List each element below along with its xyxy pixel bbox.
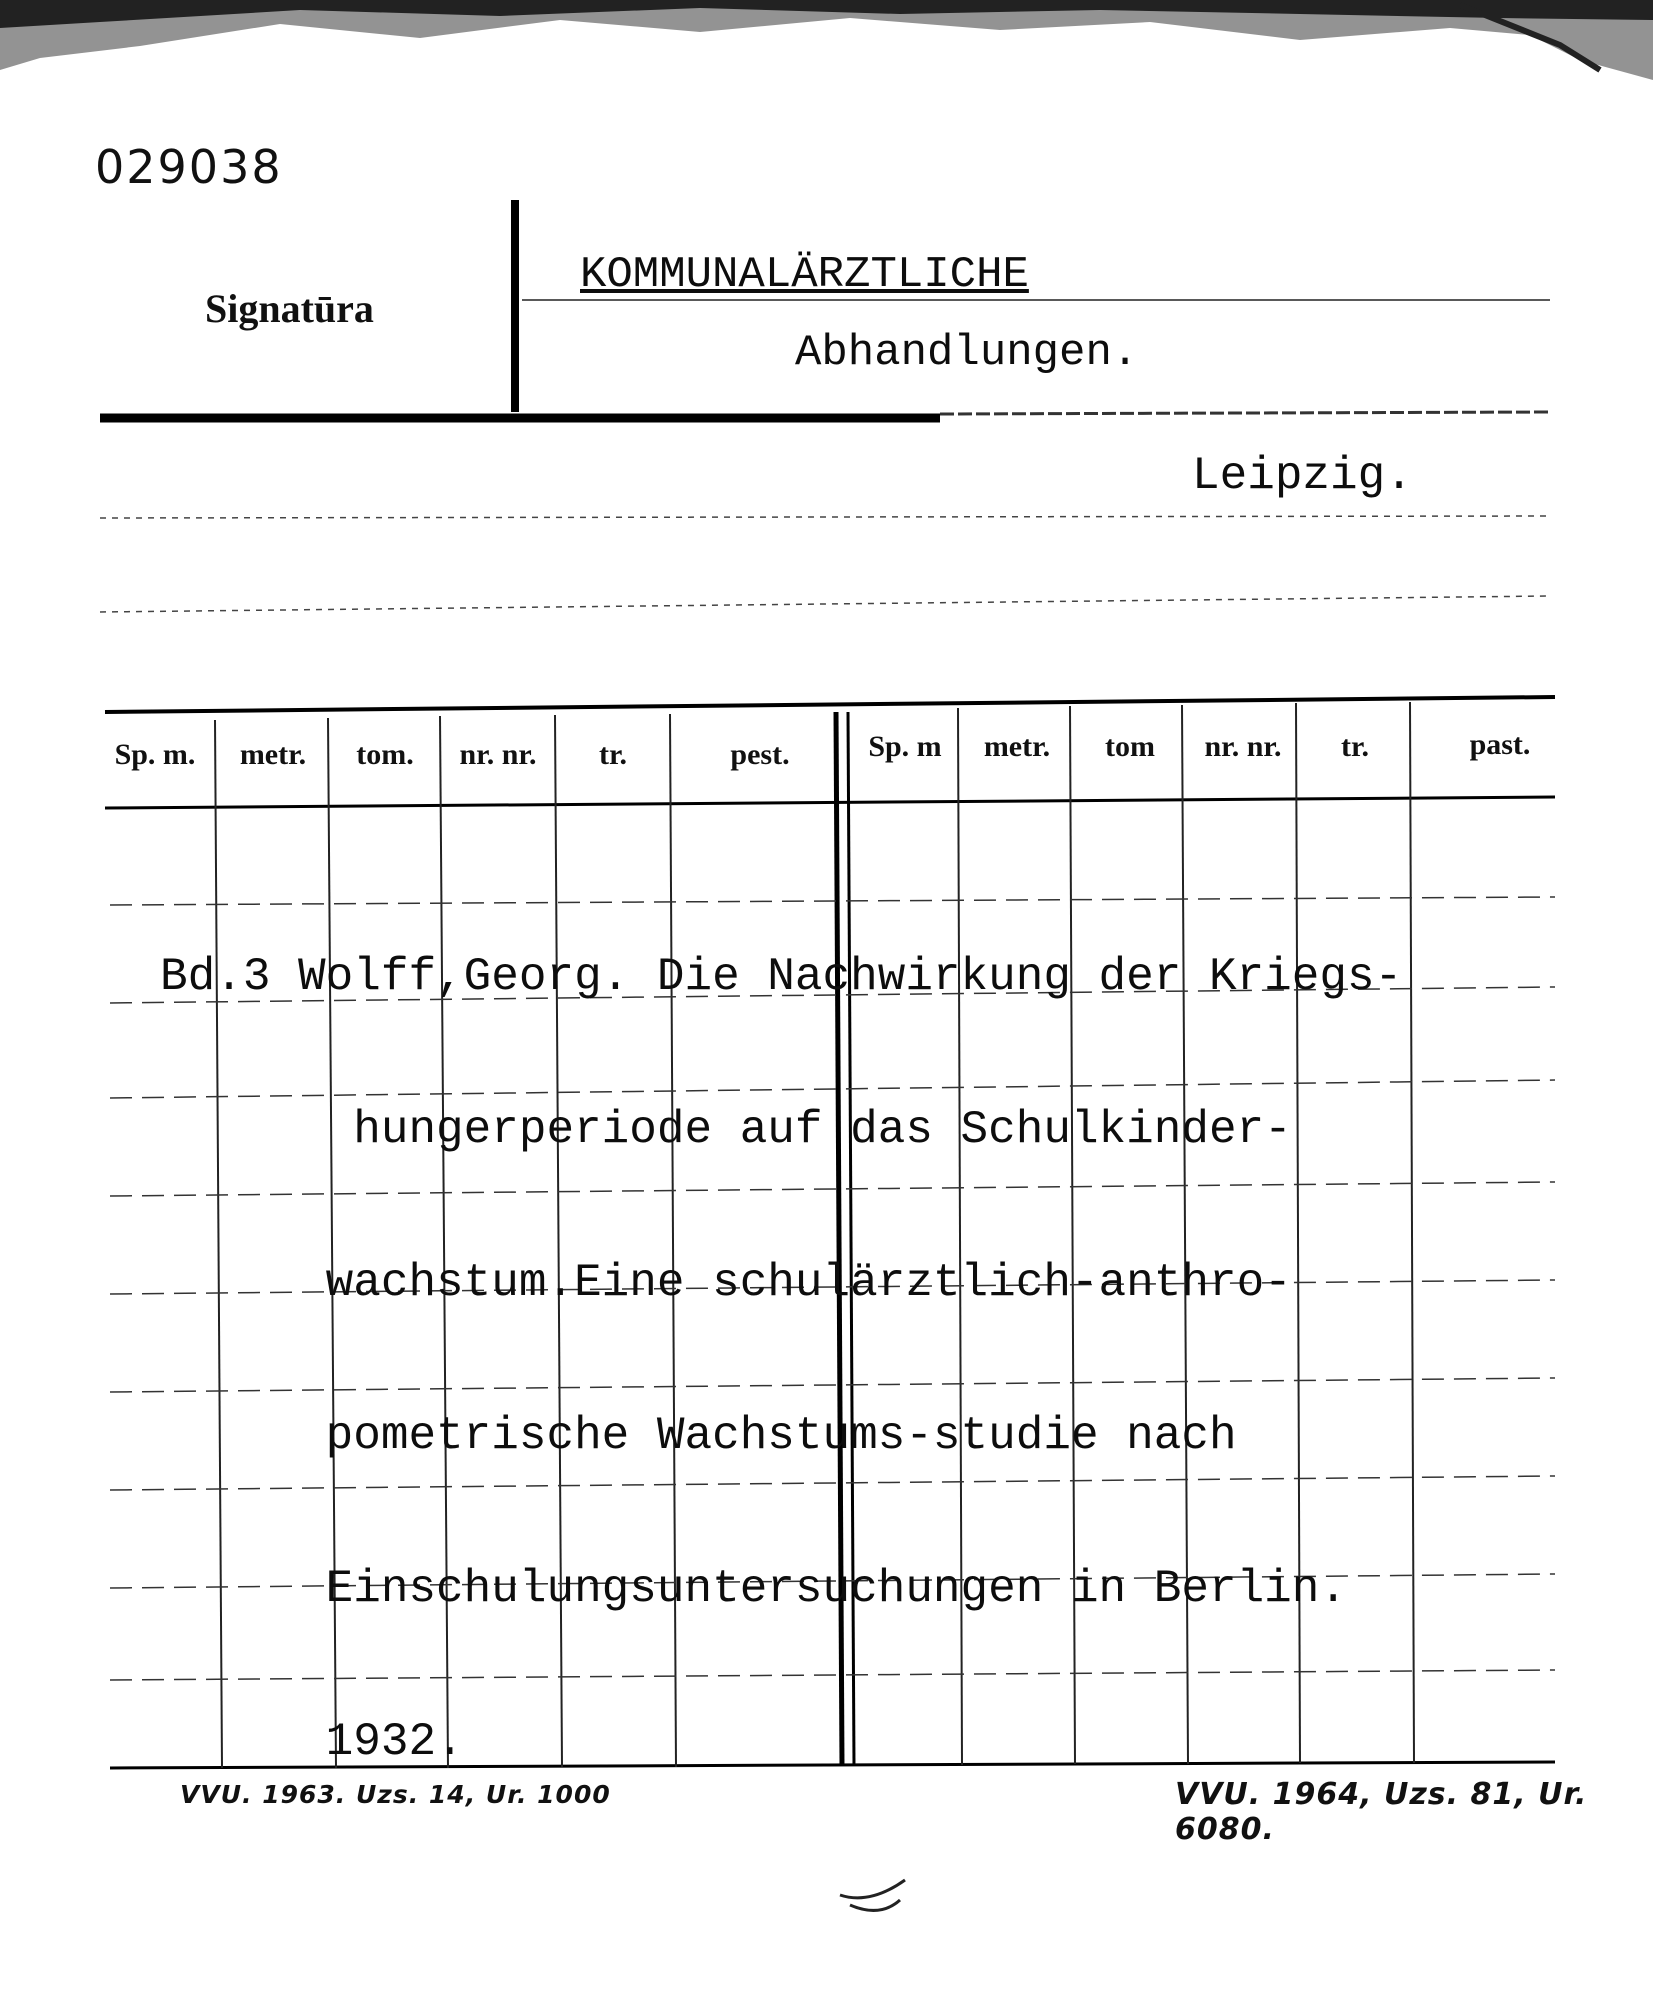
title-line-1: KOMMUNALÄRZTLICHE [580, 250, 1029, 300]
entry-line: 1932. [160, 1716, 464, 1768]
handwritten-note-right: VVU. 1964, Uzs. 81, Ur. 6080. [1175, 1777, 1588, 1847]
handwritten-note-left: VVU. 1963. Uzs. 14, Ur. 1000 [180, 1780, 611, 1809]
col-header-past-2: past. [1469, 728, 1531, 761]
entry-line: pometrische Wachstums-studie nach [160, 1410, 1237, 1462]
card-number: 029038 [95, 140, 283, 194]
signatura-label: Signatūra [205, 286, 374, 331]
entry-line: Einschulungsuntersuchungen in Berlin. [160, 1563, 1347, 1615]
col-header-tom-1: tom. [356, 738, 414, 771]
entry-line: Bd.3 Wolff,Georg. Die Nachwirkung der Kriegs- [160, 951, 1403, 1003]
col-header-metr-1: metr. [239, 738, 307, 771]
col-header-tom-2: tom [1105, 730, 1155, 763]
entry-line: wachstum.Eine schulärztlich-anthro- [160, 1257, 1292, 1309]
title-line-2: Abhandlungen. [795, 328, 1139, 378]
col-header-past-1: pest. [730, 738, 790, 771]
col-header-tr-1: tr. [598, 738, 628, 771]
col-header-sp-m-2: Sp. m [868, 730, 942, 763]
col-header-tr-2: tr. [1340, 730, 1370, 763]
publication-place: Leipzig. [1192, 450, 1413, 502]
col-header-sp-m-1: Sp. m. [114, 738, 196, 771]
col-header-metr-2: metr. [983, 730, 1051, 763]
entry-line: hungerperiode auf das Schulkinder- [160, 1104, 1292, 1156]
col-header-nr-nr-2: nr. nr. [1204, 730, 1282, 763]
col-header-nr-nr-1: nr. nr. [459, 738, 537, 771]
bibliographic-entry [160, 850, 1402, 1870]
